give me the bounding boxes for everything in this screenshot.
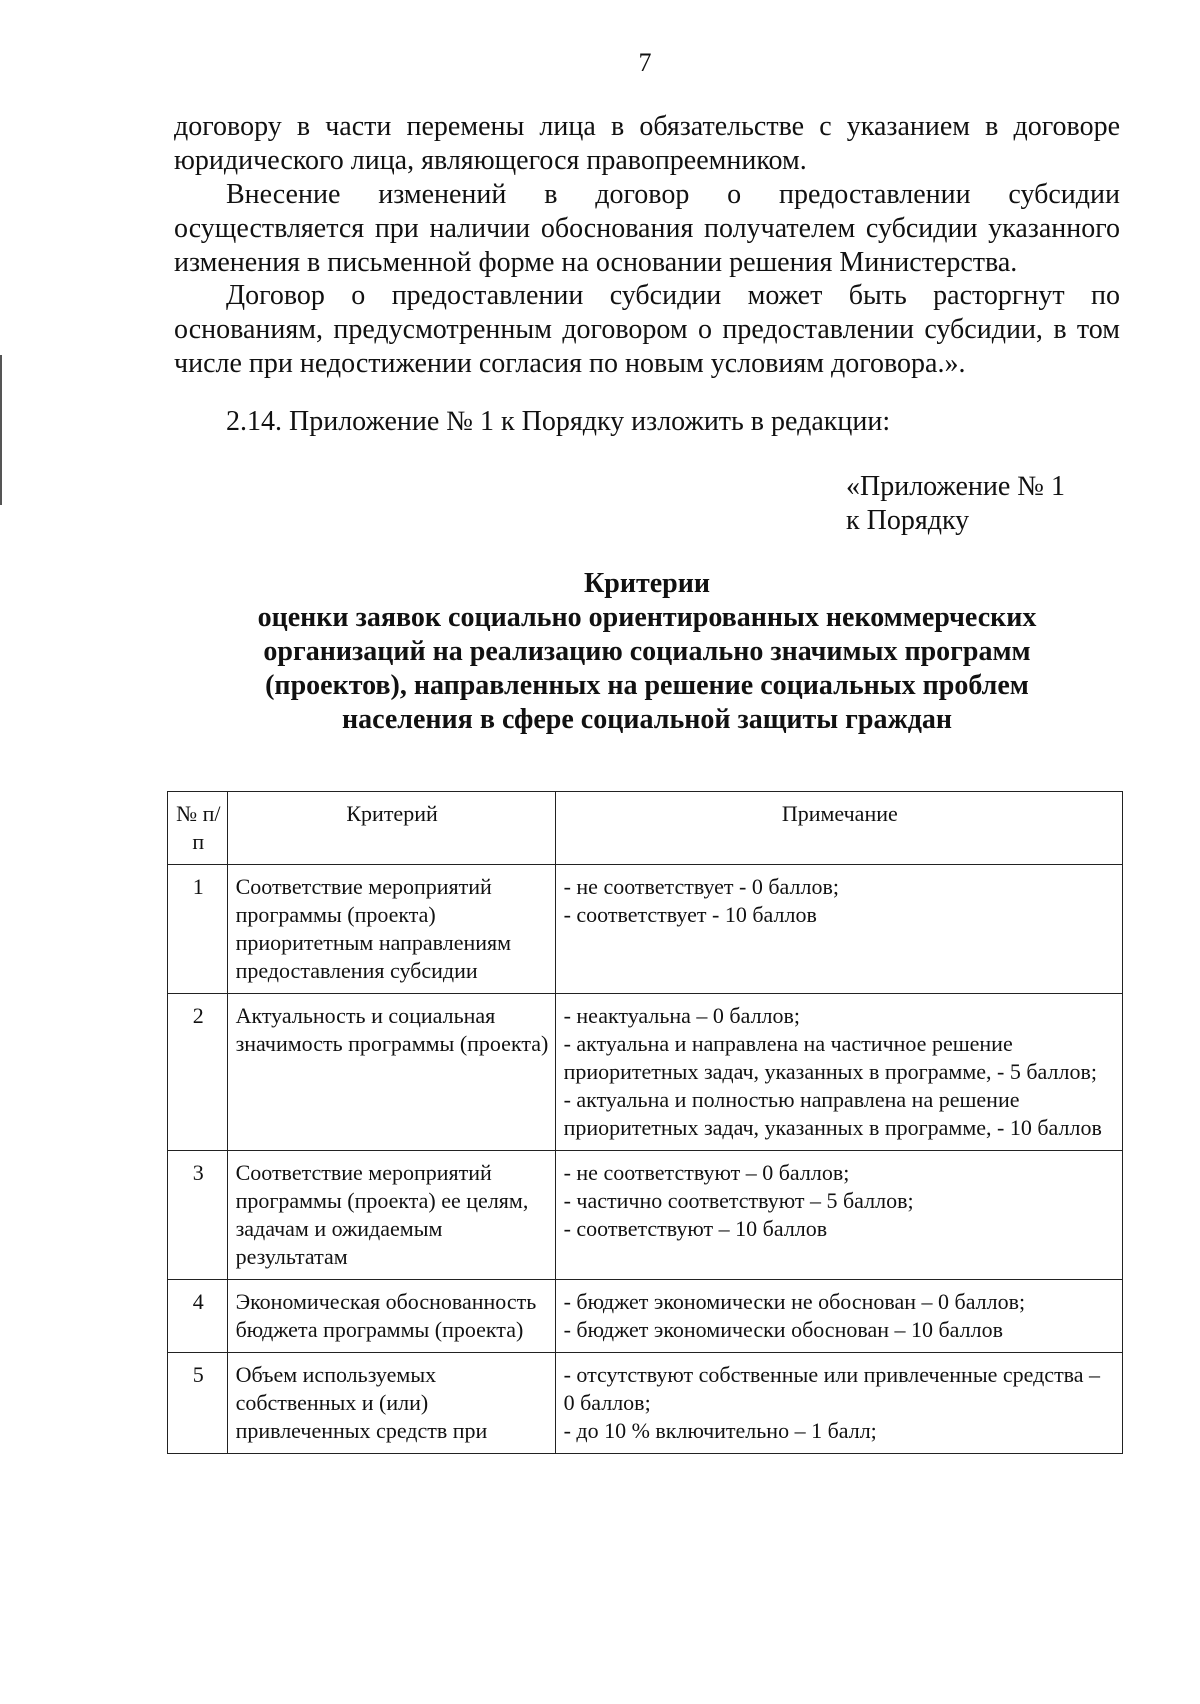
- note-line: - неактуальна – 0 баллов;: [563, 1003, 801, 1028]
- header-note: Примечание: [555, 792, 1122, 865]
- cell-note: [555, 865, 1122, 994]
- table-row: [168, 994, 1123, 1151]
- paragraph-termination: [174, 279, 1120, 381]
- table-row: [168, 1280, 1123, 1353]
- document-title: [174, 567, 1120, 737]
- cell-criterion: Соответствие мероприятий программы (проекта) приоритетным направлениям предоставления субсидии: [227, 865, 555, 994]
- paragraph-text: Договор о предоставлении субсидии может быть расторгнут по основаниям, предусмотренным договором о предоставлении субсидии, в том числе при недостижении согласия по новым условиям договора.».: [174, 280, 1120, 379]
- table-row: [168, 865, 1123, 994]
- paragraph-text: договору в части перемены лица в обязательстве с указанием в договоре юридического лица, являющегося правопреемником.: [174, 111, 1120, 176]
- cell-criterion: Соответствие мероприятий программы (проекта) ее целям, задачам и ожидаемым результатам: [227, 1151, 555, 1280]
- note-line: - бюджет экономически не обоснован – 0 баллов;: [563, 1289, 1026, 1314]
- note-line: - до 10 % включительно – 1 балл;: [563, 1418, 877, 1443]
- note-line: - бюджет экономически обоснован – 10 баллов: [563, 1317, 1003, 1342]
- appendix-line: к Порядку: [846, 505, 970, 536]
- page-number: 7: [638, 48, 652, 77]
- title-line: организаций на реализацию социально значимых программ: [263, 636, 1031, 667]
- table-row: [168, 1151, 1123, 1280]
- header-num: № п/п: [168, 792, 228, 865]
- scan-edge-mark: [0, 355, 2, 505]
- paragraph-text: Внесение изменений в договор о предоставлении субсидии осуществляется при наличии обоснования получателем субсидии указанного изменения в письменной форме на основании решения Министерства.: [174, 179, 1120, 278]
- paragraph-section-2-14: 2.14. Приложение № 1 к Порядку изложить в редакции:: [226, 406, 891, 437]
- note-line: - не соответствуют – 0 баллов;: [563, 1160, 850, 1185]
- cell-note: [555, 1353, 1122, 1454]
- cell-criterion: Экономическая обоснованность бюджета программы (проекта): [227, 1280, 555, 1353]
- header-criterion: Критерий: [227, 792, 555, 865]
- title-line: населения в сфере социальной защиты граждан: [341, 704, 953, 735]
- note-line: - соответствует - 10 баллов: [563, 902, 817, 927]
- note-line: - соответствуют – 10 баллов: [563, 1216, 828, 1241]
- paragraph-amendments: [174, 178, 1120, 280]
- note-line: - отсутствуют собственные или привлеченные средства – 0 баллов;: [563, 1362, 1101, 1415]
- note-line: - актуальна и направлена на частичное решение приоритетных задач, указанных в программе, - 5 баллов;: [563, 1031, 1097, 1084]
- appendix-line: «Приложение № 1: [846, 471, 1065, 502]
- table-row: [168, 1353, 1123, 1454]
- criteria-table: [167, 791, 1123, 1454]
- paragraph-continuation: [174, 110, 1120, 178]
- title-line: Критерии: [583, 568, 711, 599]
- table-header-row: [168, 792, 1123, 865]
- title-line: оценки заявок социально ориентированных некоммерческих: [257, 602, 1037, 633]
- cell-note: [555, 994, 1122, 1151]
- note-line: - не соответствует - 0 баллов;: [563, 874, 839, 899]
- cell-num: 5: [168, 1353, 228, 1454]
- cell-note: [555, 1280, 1122, 1353]
- cell-note: [555, 1151, 1122, 1280]
- note-line: - актуальна и полностью направлена на решение приоритетных задач, указанных в программе, - 10 баллов: [563, 1087, 1102, 1140]
- cell-criterion: Актуальность и социальная значимость программы (проекта): [227, 994, 555, 1151]
- title-line: (проектов), направленных на решение социальных проблем: [265, 670, 1029, 701]
- cell-num: 1: [168, 865, 228, 994]
- table-body: [168, 865, 1123, 1454]
- cell-num: 2: [168, 994, 228, 1151]
- cell-criterion: Объем используемых собственных и (или) привлеченных средств при: [227, 1353, 555, 1454]
- note-line: - частично соответствуют – 5 баллов;: [563, 1188, 914, 1213]
- cell-num: 3: [168, 1151, 228, 1280]
- cell-num: 4: [168, 1280, 228, 1353]
- appendix-reference: [846, 470, 1065, 538]
